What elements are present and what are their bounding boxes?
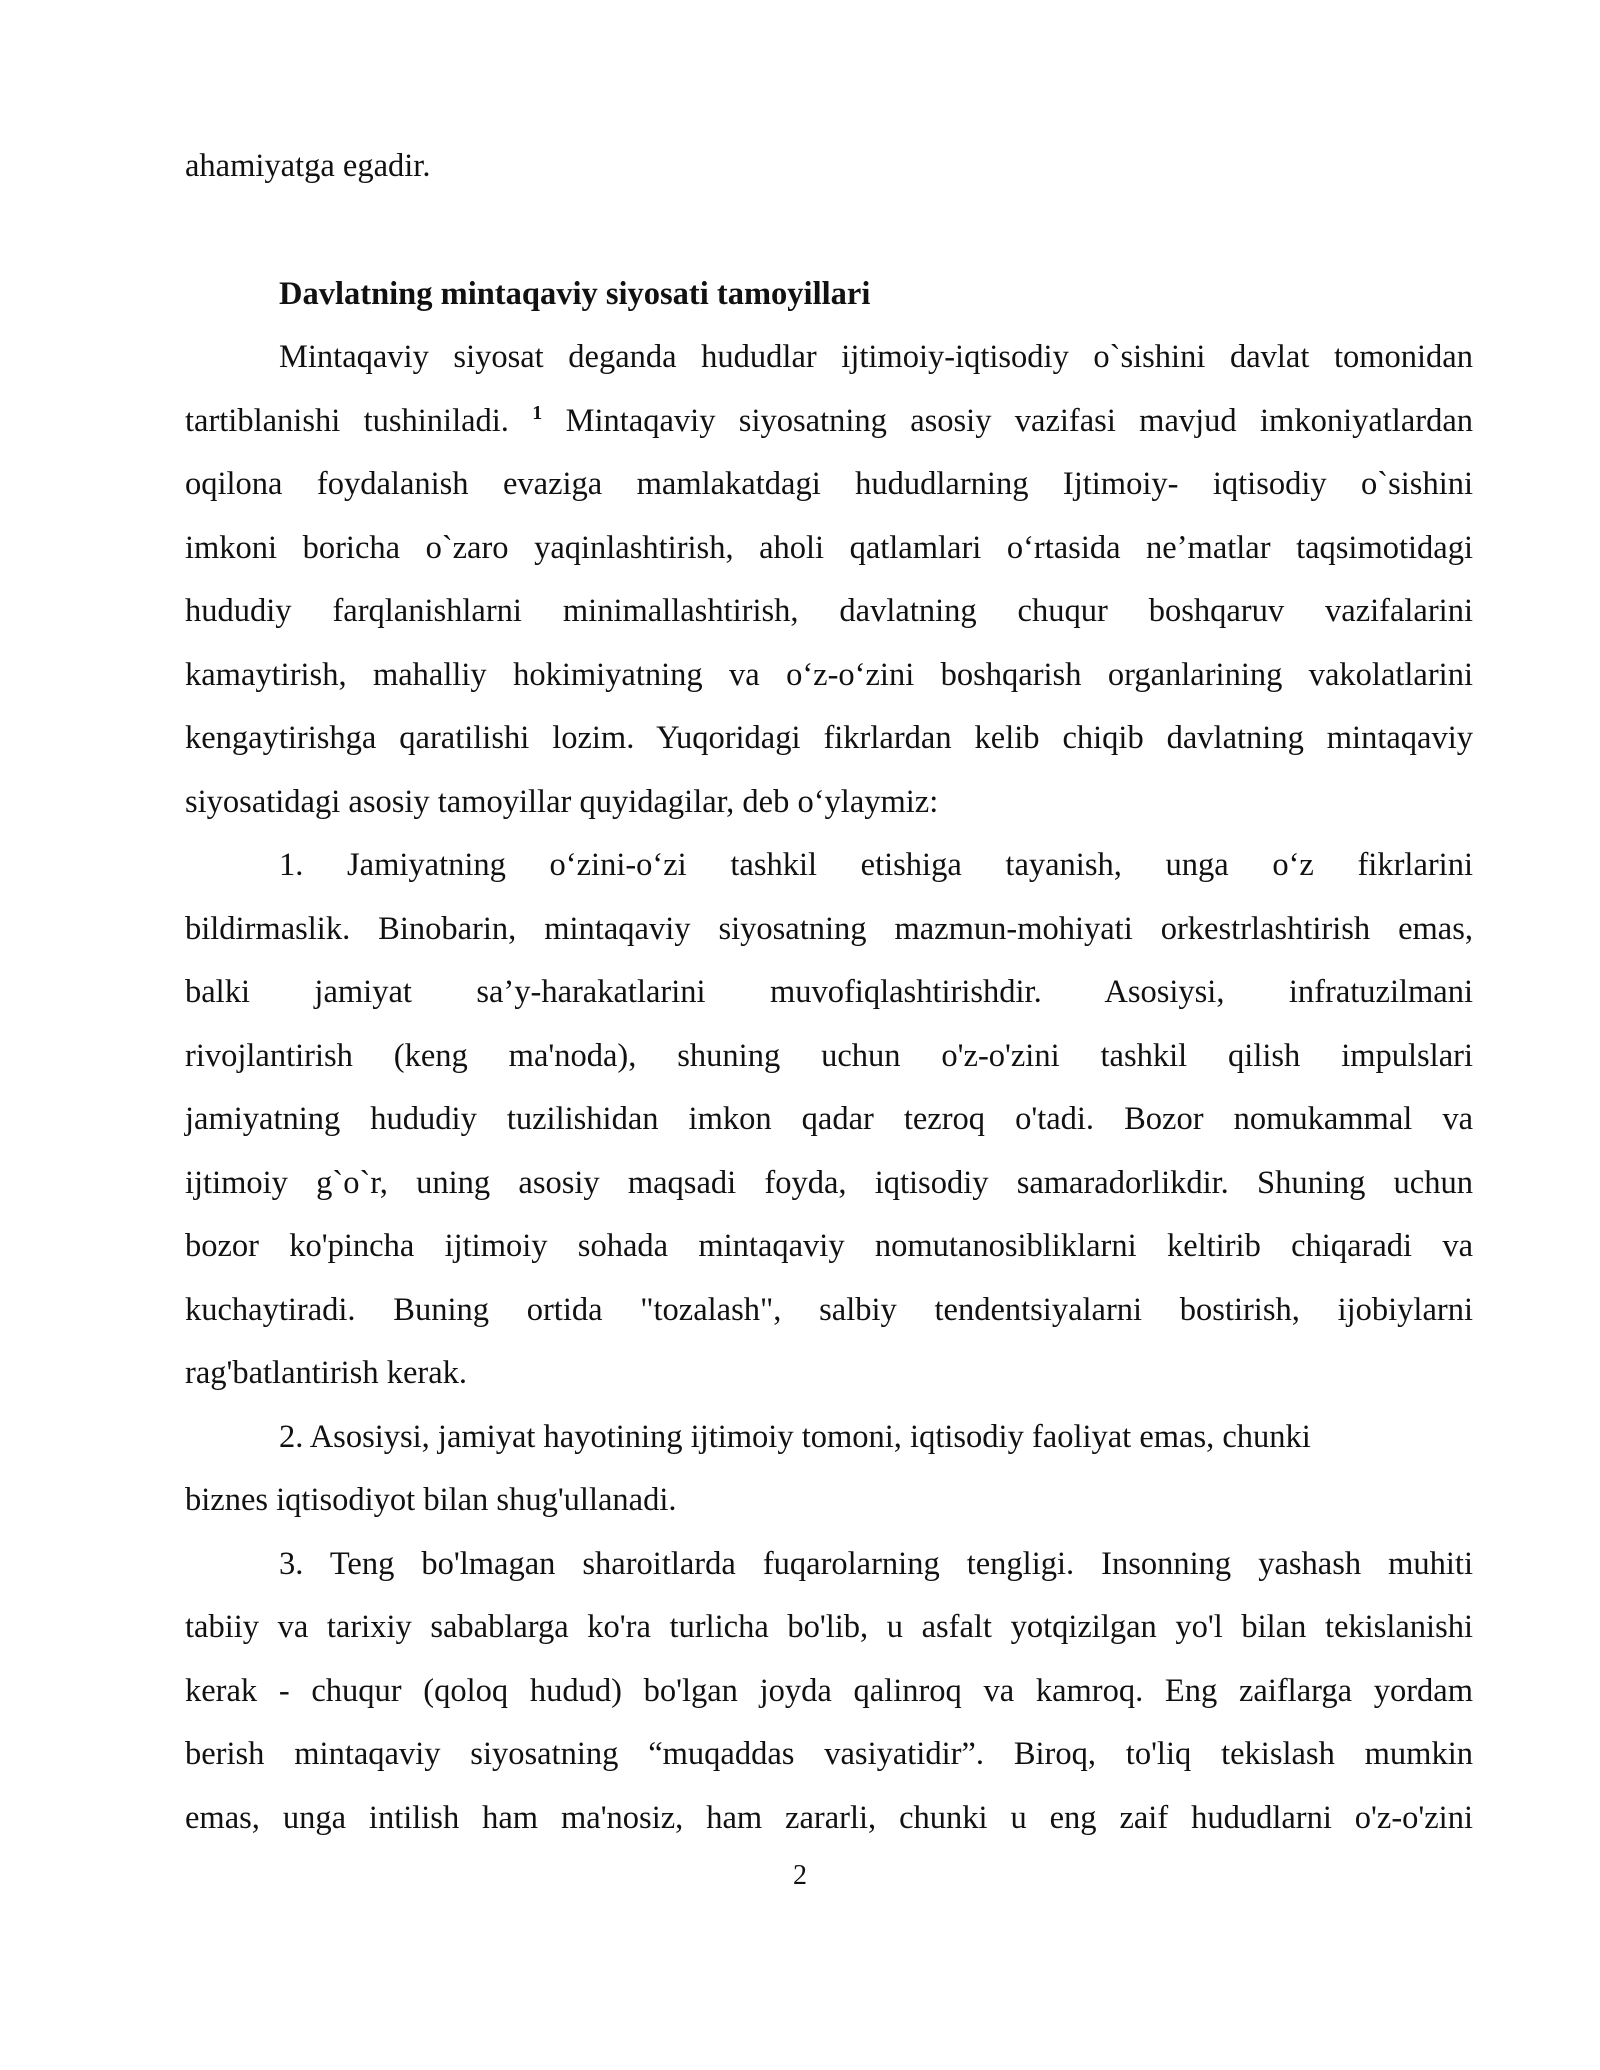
list-item-line: berish mintaqaviy siyosatning “muqaddas vasiyatidir”. Biroq, to'liq tekislash mumkin bbox=[185, 1736, 1473, 1772]
text-span: Mintaqaviy siyosatning asosiy vazifasi mavjud imkoniyatlardan bbox=[565, 402, 1474, 439]
document-page bbox=[185, 135, 1473, 1850]
section-heading: Davlatning mintaqaviy siyosati tamoyillari bbox=[279, 275, 871, 312]
paragraph-line: Mintaqaviy siyosat deganda hududlar ijtimoiy-iqtisodiy o`sishini davlat tomonidan bbox=[279, 339, 1473, 375]
list-item-line: balki jamiyat sa’y-harakatlarini muvofiqlashtirishdir. Asosiysi, infratuzilmani bbox=[185, 974, 1473, 1010]
list-item-line: 3. Teng bo'lmagan sharoitlarda fuqarolarning tengligi. Insonning yashash muhiti bbox=[279, 1545, 1473, 1582]
list-item-line: 1. Jamiyatning oʻzini-oʻzi tashkil etishiga tayanish, unga oʻz fikrlarini bbox=[279, 847, 1473, 883]
paragraph-line: siyosatidagi asosiy tamoyillar quyidagilar, deb oʻylaymiz: bbox=[185, 783, 939, 820]
paragraph-line: imkoni boricha o`zaro yaqinlashtirish, aholi qatlamlari oʻrtasida neʼmatlar taqsimotidagi bbox=[185, 529, 1473, 566]
list-item-line: emas, unga intilish ham ma'nosiz, ham zararli, chunki u eng zaif hududlarni o'z-o'zini bbox=[185, 1799, 1473, 1836]
paragraph-line: hududiy farqlanishlarni minimallashtirish, davlatning chuqur boshqaruv vazifalarini bbox=[185, 593, 1473, 629]
list-item-line: 2. Asosiysi, jamiyat hayotining ijtimoiy tomoni, iqtisodiy faoliyat emas, chunki bbox=[279, 1418, 1311, 1455]
paragraph-line: kamaytirish, mahalliy hokimiyatning va oʻz-oʻzini boshqarish organlarining vakolatlarini bbox=[185, 656, 1473, 693]
paragraph-line bbox=[185, 390, 1473, 454]
paragraph-line: ahamiyatga egadir. bbox=[185, 148, 431, 184]
paragraph-line: oqilona foydalanish evaziga mamlakatdagi hududlarning Ijtimoiy- iqtisodiy o`sishini bbox=[185, 466, 1473, 502]
list-item-line: rivojlantirish (keng ma'noda), shuning uchun o'z-o'zini tashkil qilish impulslari bbox=[185, 1037, 1473, 1074]
footnote-reference[interactable]: 1 bbox=[532, 401, 543, 424]
list-item-line: tabiiy va tarixiy sabablarga ko'ra turlicha bo'lib, u asfalt yotqizilgan yo'l bilan tekislanishi bbox=[185, 1609, 1473, 1645]
list-item-line: ijtimoiy g`o`r, uning asosiy maqsadi foyda, iqtisodiy samaradorlikdir. Shuning uchun bbox=[185, 1164, 1473, 1201]
list-item-line: kerak - chuqur (qoloq hudud) bo'lgan joyda qalinroq va kamroq. Eng zaiflarga yordam bbox=[185, 1672, 1473, 1709]
list-item-line: biznes iqtisodiyot bilan shug'ullanadi. bbox=[185, 1482, 677, 1518]
list-item-line: bozor ko'pincha ijtimoiy sohada mintaqaviy nomutanosibliklarni keltirib chiqaradi va bbox=[185, 1228, 1473, 1264]
list-item-line: rag'batlantirish kerak. bbox=[185, 1355, 467, 1391]
list-item-line: jamiyatning hududiy tuzilishidan imkon qadar tezroq o'tadi. Bozor nomukammal va bbox=[185, 1101, 1473, 1137]
list-item-line: bildirmaslik. Binobarin, mintaqaviy siyosatning mazmun-mohiyati orkestrlashtirish emas, bbox=[185, 910, 1473, 947]
text-span: tartiblanishi tushiniladi. bbox=[185, 402, 509, 439]
page-number: 2 bbox=[793, 1860, 807, 1891]
list-item-line: kuchaytiradi. Buning ortida "tozalash", salbiy tendentsiyalarni bostirish, ijobiylarni bbox=[185, 1291, 1473, 1328]
paragraph-line: kengaytirishga qaratilishi lozim. Yuqoridagi fikrlardan kelib chiqib davlatning mintaqaviy bbox=[185, 720, 1473, 756]
